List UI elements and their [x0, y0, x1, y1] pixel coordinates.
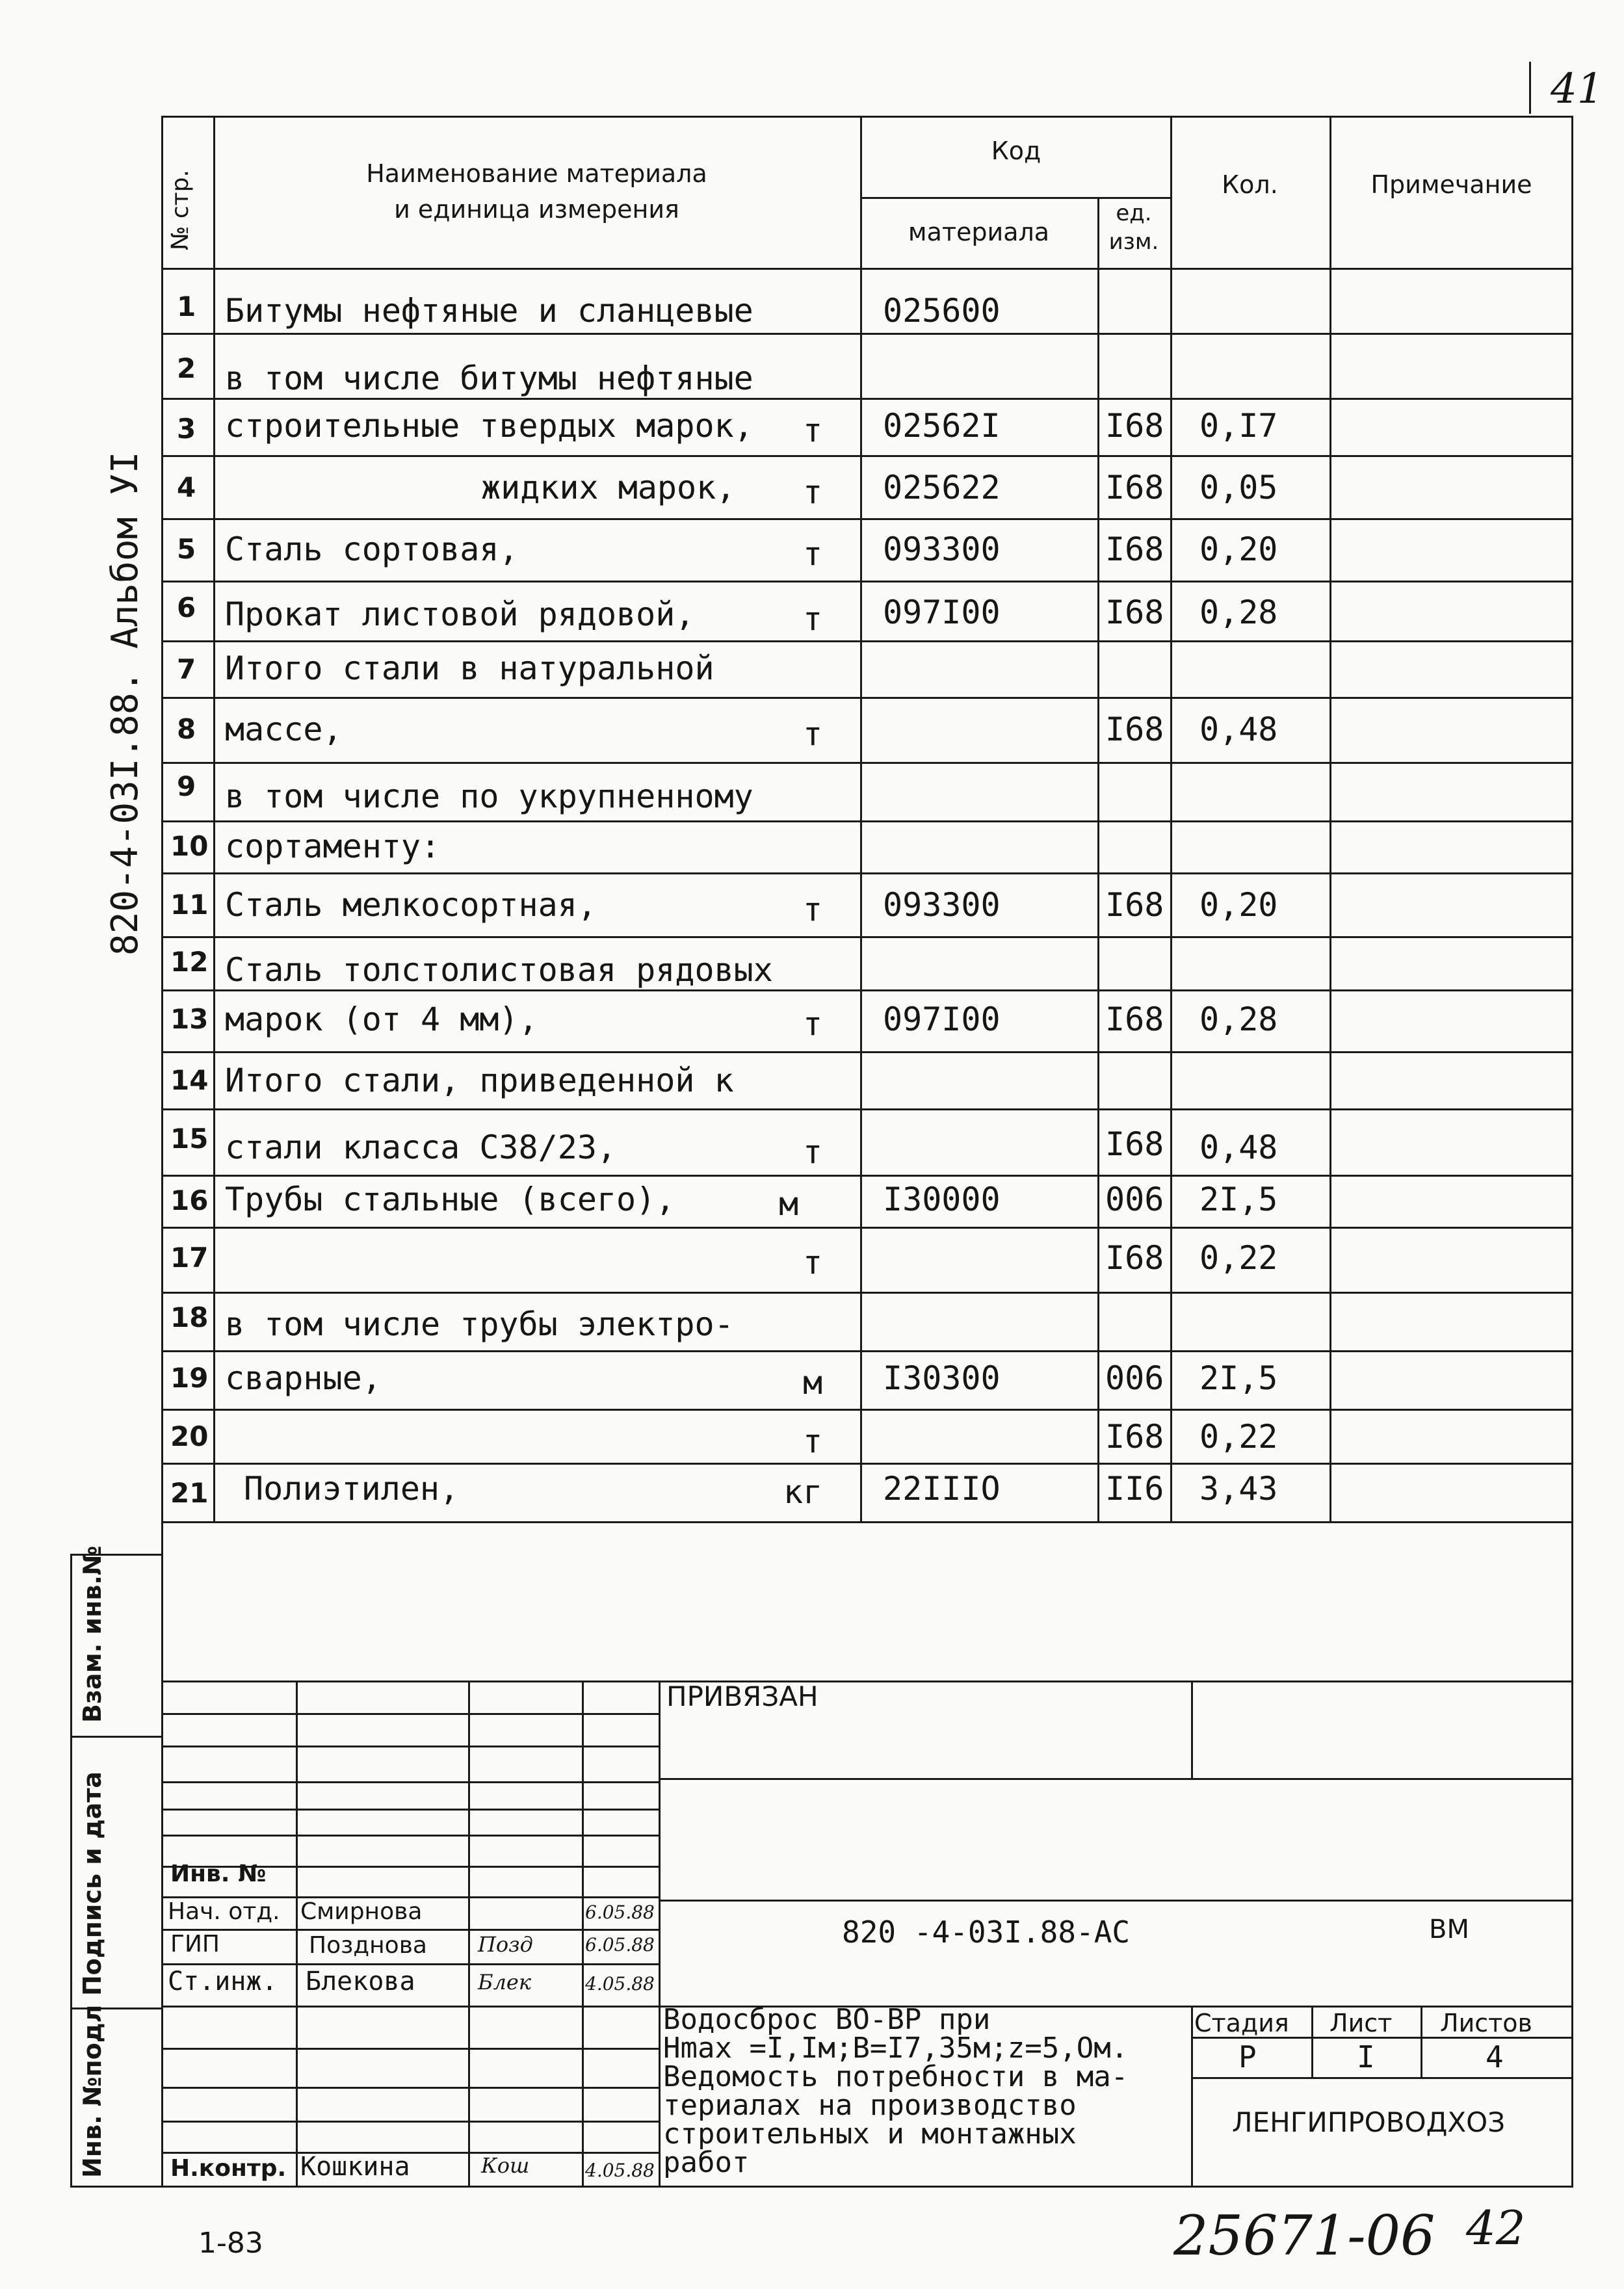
material-name: Итого стали, приведенной к: [225, 1062, 734, 1099]
quantity: 0,22: [1199, 1418, 1278, 1456]
title-line: Ведомость потребности в ма-: [663, 2060, 1129, 2093]
header-unit-line1: ед.: [1116, 200, 1152, 226]
row-number: 14: [170, 1064, 209, 1096]
row-number: 7: [177, 653, 196, 685]
unit-code: 006: [1105, 1359, 1164, 1397]
material-code: 093300: [883, 530, 1001, 568]
header-note: Примечание: [1370, 170, 1532, 199]
material-code: 093300: [883, 886, 1001, 924]
unit-code: 006: [1105, 1181, 1164, 1218]
document-code: 820 -4-03I.88-АС: [842, 1915, 1131, 1950]
row-number: 13: [170, 1003, 209, 1035]
person-name: Кошкина: [300, 2152, 410, 2182]
title-line: работ: [663, 2146, 750, 2179]
material-code: 097I00: [883, 594, 1001, 631]
stage-label: Стадия: [1194, 2009, 1289, 2037]
header-quantity: Кол.: [1222, 170, 1278, 199]
signature: Блек: [478, 1970, 531, 1995]
material-name: строительные твердых марок,: [225, 407, 753, 445]
row-number: 19: [170, 1362, 209, 1394]
unit-code: I68: [1105, 1418, 1164, 1456]
corner-page-mark: 41: [1551, 65, 1604, 113]
signature: Кош: [481, 2153, 530, 2178]
unit-code: I68: [1105, 711, 1164, 748]
sign-date: 6.05.88: [585, 1934, 655, 1955]
document-mark: ВМ: [1429, 1915, 1469, 1944]
inv-number-label: Инв. №: [170, 1861, 267, 1887]
unit-code: I68: [1105, 407, 1164, 445]
sign-date: 6.05.88: [585, 1902, 655, 1923]
material-name: жидких марок,: [481, 469, 736, 506]
stamp-sign-date: Подпись и дата: [78, 1771, 107, 1996]
material-code: 02562I: [883, 407, 1001, 445]
material-name: в том числе по укрупненному: [225, 778, 753, 815]
quantity: 2I,5: [1199, 1359, 1278, 1397]
row-number: 9: [177, 770, 196, 802]
material-name: Прокат листовой рядовой,: [225, 595, 695, 633]
title-line: Hmax =I,Iм;B=I7,35м;z=5,Oм.: [663, 2032, 1129, 2065]
row-number: 10: [170, 830, 209, 862]
sheet-value: I: [1357, 2039, 1375, 2074]
material-code: 025622: [883, 469, 1001, 506]
material-name: Полиэтилен,: [244, 1470, 460, 1508]
unit: м: [803, 1364, 823, 1402]
unit-code: I68: [1105, 886, 1164, 924]
title-line: Водосброс ВО-ВР при: [663, 2003, 991, 2036]
material-name: Итого стали в натуральной: [225, 649, 714, 687]
unit: м: [779, 1185, 799, 1223]
sign-date: 4.05.88: [585, 1973, 655, 1995]
quantity: 0,20: [1199, 530, 1278, 568]
material-name: Сталь сортовая,: [225, 530, 519, 568]
material-name: в том числе битумы нефтяные: [225, 360, 753, 397]
stamp-inv-podl: Инв. №подл: [78, 2004, 107, 2178]
quantity: 2I,5: [1199, 1181, 1278, 1218]
footer-left-code: 1-83: [198, 2227, 263, 2260]
material-name: марок (от 4 мм),: [225, 1001, 538, 1038]
drawing-title: [663, 2003, 1129, 2179]
row-number: 6: [177, 592, 196, 623]
sheet-label: Лист: [1329, 2009, 1393, 2037]
row-number: 8: [177, 713, 196, 745]
unit: т: [803, 715, 823, 753]
privyazan-label: ПРИВЯЗАН: [666, 1681, 819, 1712]
footer-page-number: 42: [1466, 2201, 1526, 2255]
quantity: 0,I7: [1199, 407, 1278, 445]
material-code: 22IIIО: [883, 1470, 1001, 1508]
stamp-vzam-inv: Взам. инв.№: [78, 1545, 107, 1723]
material-code: I30300: [883, 1359, 1001, 1397]
material-name: Битумы нефтяные и сланцевые: [225, 292, 753, 330]
quantity: 0,22: [1199, 1239, 1278, 1277]
unit-code: I68: [1105, 469, 1164, 506]
material-code: 097I00: [883, 1001, 1001, 1038]
row-number: 12: [170, 946, 209, 978]
row-number: 17: [170, 1242, 209, 1274]
material-name: Сталь толстолистовая рядовых: [225, 951, 773, 989]
unit: т: [803, 473, 823, 511]
material-name: Трубы стальные (всего),: [225, 1181, 675, 1218]
row-number: 1: [177, 291, 196, 322]
person-name: Позднова: [309, 1932, 427, 1959]
material-name: сортаменту:: [225, 828, 441, 865]
quantity: 3,43: [1199, 1470, 1278, 1508]
material-name: сварные,: [225, 1359, 382, 1397]
row-number: 11: [170, 889, 209, 921]
row-number: 15: [170, 1123, 209, 1155]
unit: т: [803, 535, 823, 573]
person-name: Блекова: [306, 1967, 415, 1996]
role: Нач. отд.: [168, 1898, 280, 1925]
row-number: 18: [170, 1301, 209, 1333]
quantity: 0,28: [1199, 594, 1278, 631]
sign-date: 4.05.88: [585, 2160, 655, 2181]
quantity: 0,20: [1199, 886, 1278, 924]
footer-handwritten-number: 25671-06: [1173, 2204, 1435, 2268]
material-code: 025600: [883, 292, 1001, 330]
unit-code: I68: [1105, 1239, 1164, 1277]
material-name: Сталь мелкосортная,: [225, 886, 597, 924]
row-number: 20: [170, 1420, 209, 1452]
header-code: Код: [991, 137, 1041, 165]
unit: т: [803, 1244, 823, 1281]
album-side-label: 820-4-03I.88. Альбом УI: [104, 451, 146, 956]
material-name: стали класса С38/23,: [225, 1129, 617, 1166]
row-number: 2: [177, 352, 196, 384]
person-name: Смирнова: [300, 1898, 423, 1925]
header-name-line1: Наименование материала: [366, 159, 707, 188]
unit-code: I68: [1105, 530, 1164, 568]
title-line: териалах на производство: [663, 2089, 1077, 2122]
sheets-value: 4: [1486, 2039, 1504, 2074]
header-name-line2: и единица измерения: [394, 195, 679, 224]
quantity: 0,48: [1199, 1129, 1278, 1166]
unit: т: [803, 1422, 823, 1460]
unit-code: I68: [1105, 1125, 1164, 1163]
quantity: 0,28: [1199, 1001, 1278, 1038]
material-name: массе,: [225, 711, 343, 748]
role: ГИП: [170, 1931, 220, 1957]
header-material-code: материала: [908, 218, 1050, 246]
row-number: 3: [177, 413, 196, 445]
unit-code: II6: [1105, 1470, 1164, 1508]
row-number: 16: [170, 1184, 209, 1216]
title-line: строительных и монтажных: [663, 2117, 1077, 2151]
header-unit-line2: изм.: [1108, 229, 1159, 255]
organization-name: ЛЕНГИПРОВОДХОЗ: [1232, 2106, 1506, 2138]
material-code: I30000: [883, 1181, 1001, 1218]
unit-code: I68: [1105, 594, 1164, 631]
signature: Позд: [478, 1932, 533, 1957]
unit: т: [803, 412, 823, 449]
row-number: 4: [177, 471, 196, 503]
stage-value: Р: [1238, 2039, 1257, 2074]
unit-code: I68: [1105, 1001, 1164, 1038]
unit: т: [803, 891, 823, 928]
row-number: 21: [170, 1477, 209, 1509]
quantity: 0,05: [1199, 469, 1278, 506]
header-row-number: № стр.: [167, 170, 194, 250]
unit: т: [803, 1133, 823, 1171]
unit: кг: [783, 1473, 823, 1511]
sheets-label: Листов: [1440, 2009, 1532, 2037]
material-name: в том числе трубы электро-: [225, 1305, 734, 1343]
row-number: 5: [177, 533, 196, 565]
quantity: 0,48: [1199, 711, 1278, 748]
unit: т: [803, 600, 823, 638]
role: Н.контр.: [170, 2155, 287, 2182]
role: Ст.инж.: [168, 1967, 278, 1996]
unit: т: [803, 1005, 823, 1043]
